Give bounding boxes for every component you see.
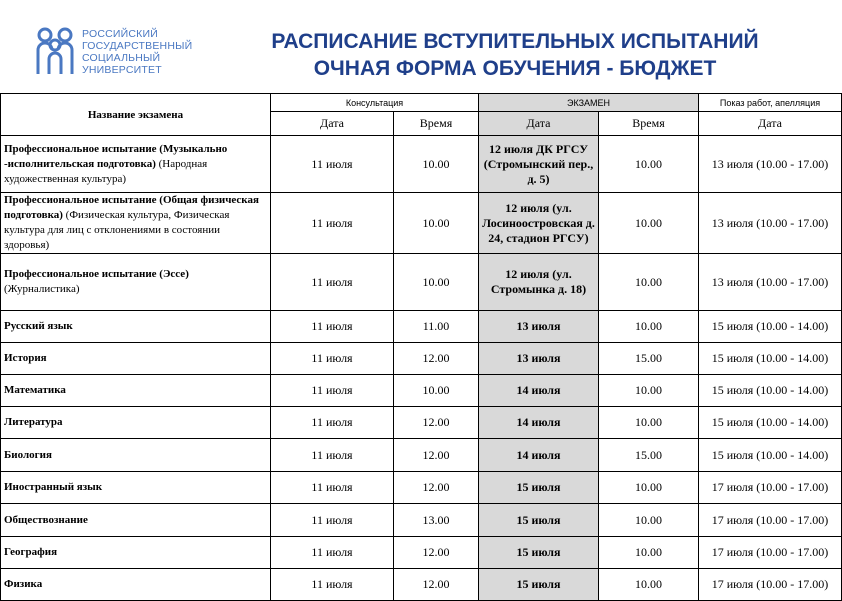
- title-line-1: РАСПИСАНИЕ ВСТУПИТЕЛЬНЫХ ИСПЫТАНИЙ: [271, 30, 759, 53]
- exam-name-cell: [1, 504, 271, 537]
- table-row: [1, 375, 842, 407]
- logo-line: РОССИЙСКИЙ: [82, 28, 158, 40]
- exam-name-cell: [1, 136, 271, 193]
- review-group-header: Показ работ, апелляция: [699, 94, 842, 112]
- exam-time-cell: 10.00: [599, 136, 699, 193]
- consultation-time-cell: 12.00: [394, 537, 479, 569]
- consultation-time-cell: 12.00: [394, 439, 479, 472]
- logo-line: СОЦИАЛЬНЫЙ: [82, 52, 161, 64]
- exam-name-bold: Профессиональное испытание (Музыкально -исполнительская подготовка): [4, 142, 228, 170]
- exam-name-bold: Иностранный язык: [4, 481, 103, 493]
- review-date-cell: 13 июля (10.00 - 17.00): [699, 254, 842, 311]
- table-group-header-row: [1, 94, 842, 112]
- people-logo-icon: [34, 26, 76, 76]
- logo-line: ГОСУДАРСТВЕННЫЙ: [82, 40, 193, 52]
- review-date-cell: 17 июля (10.00 - 17.00): [699, 504, 842, 537]
- exam-name-cell: [1, 311, 271, 343]
- exam-time-cell: 10.00: [599, 537, 699, 569]
- consultation-date-cell: 11 июля: [271, 504, 394, 537]
- exam-time-cell: 10.00: [599, 254, 699, 311]
- review-date-cell: 17 июля (10.00 - 17.00): [699, 569, 842, 601]
- consultation-date-cell: 11 июля: [271, 254, 394, 311]
- consultation-time-cell: 10.00: [394, 136, 479, 193]
- review-date-cell: 15 июля (10.00 - 14.00): [699, 311, 842, 343]
- consultation-date-cell: 11 июля: [271, 537, 394, 569]
- table-row: [1, 439, 842, 472]
- table-row: [1, 311, 842, 343]
- exam-date-cell: 12 июля (ул. Стромынка д. 18): [479, 254, 599, 311]
- exam-name-detail: (Народная художественная культура): [4, 157, 208, 185]
- exam-time-cell: 10.00: [599, 311, 699, 343]
- exam-date-cell: 15 июля: [479, 569, 599, 601]
- consultation-date-cell: 11 июля: [271, 311, 394, 343]
- exam-time-header: Время: [599, 112, 699, 136]
- review-date-cell: 15 июля (10.00 - 14.00): [699, 375, 842, 407]
- review-date-cell: 13 июля (10.00 - 17.00): [699, 136, 842, 193]
- university-logo: [30, 24, 210, 80]
- exam-date-cell: 14 июля: [479, 407, 599, 439]
- table-row: [1, 343, 842, 375]
- consultation-time-cell: 10.00: [394, 193, 479, 254]
- exam-time-cell: 15.00: [599, 439, 699, 472]
- consultation-time-cell: 11.00: [394, 311, 479, 343]
- exam-time-cell: 10.00: [599, 569, 699, 601]
- exam-name-cell: [1, 254, 271, 311]
- title-line-2: ОЧНАЯ ФОРМА ОБУЧЕНИЯ - БЮДЖЕТ: [313, 57, 717, 80]
- exam-time-cell: 10.00: [599, 193, 699, 254]
- consultation-date-cell: 11 июля: [271, 136, 394, 193]
- table-row: [1, 193, 842, 254]
- logo-line: УНИВЕРСИТЕТ: [82, 64, 162, 76]
- consultation-time-cell: 10.00: [394, 375, 479, 407]
- exam-name-bold: Литература: [4, 416, 63, 428]
- table-row: [1, 407, 842, 439]
- consultation-time-header: Время: [394, 112, 479, 136]
- logo-wordmark: [82, 28, 212, 76]
- table-row: [1, 136, 842, 193]
- exam-time-cell: 10.00: [599, 375, 699, 407]
- exam-name-cell: [1, 439, 271, 472]
- exam-name-bold: Профессиональное испытание (Эссе): [4, 268, 189, 280]
- consultation-time-cell: 12.00: [394, 472, 479, 504]
- exam-name-cell: [1, 343, 271, 375]
- exam-name-bold: Обществознание: [4, 513, 88, 526]
- exam-date-cell: 13 июля: [479, 311, 599, 343]
- exam-date-cell: 14 июля: [479, 439, 599, 472]
- review-date-cell: 13 июля (10.00 - 17.00): [699, 193, 842, 254]
- consultation-date-cell: 11 июля: [271, 343, 394, 375]
- exam-date-cell: 15 июля: [479, 504, 599, 537]
- exam-name-cell: [1, 537, 271, 569]
- consultation-time-cell: 12.00: [394, 343, 479, 375]
- exam-name-cell: [1, 193, 271, 254]
- consultation-time-cell: 12.00: [394, 407, 479, 439]
- exam-group-header: ЭКЗАМЕН: [479, 94, 699, 112]
- table-row: [1, 504, 842, 537]
- consultation-date-cell: 11 июля: [271, 407, 394, 439]
- exam-date-cell: 14 июля: [479, 375, 599, 407]
- exam-name-detail: (Журналистика): [4, 283, 80, 295]
- exam-name-bold: Профессиональное испытание (Общая физическая подготовка): [4, 194, 259, 221]
- consultation-date-cell: 11 июля: [271, 569, 394, 601]
- review-date-cell: 17 июля (10.00 - 17.00): [699, 537, 842, 569]
- exam-date-cell: 12 июля (ул. Лосиноостровская д. 24, стадион РГСУ): [479, 193, 599, 254]
- exam-name-bold: География: [4, 546, 58, 558]
- exam-date-cell: 13 июля: [479, 343, 599, 375]
- exam-name-cell: [1, 472, 271, 504]
- table-row: [1, 537, 842, 569]
- exam-name-cell: [1, 375, 271, 407]
- review-date-header: Дата: [699, 112, 842, 136]
- exam-name-bold: Биология: [4, 448, 52, 461]
- exam-name-detail: (Физическая культура, Физическая культура для лиц с отклонениями в состоянии здоровья): [4, 209, 230, 251]
- exam-name-header: Название экзамена: [1, 94, 271, 136]
- exam-date-cell: 15 июля: [479, 537, 599, 569]
- exam-time-cell: 10.00: [599, 504, 699, 537]
- exam-date-header: Дата: [479, 112, 599, 136]
- consultation-date-cell: 11 июля: [271, 439, 394, 472]
- consultation-date-header: Дата: [271, 112, 394, 136]
- exam-time-cell: 10.00: [599, 472, 699, 504]
- exam-date-cell: 12 июля ДК РГСУ (Стромынский пер., д. 5): [479, 136, 599, 193]
- table-row: [1, 254, 842, 311]
- consultation-date-cell: 11 июля: [271, 375, 394, 407]
- consultation-group-header: Консультация: [271, 94, 479, 112]
- exam-date-cell: 15 июля: [479, 472, 599, 504]
- review-date-cell: 17 июля (10.00 - 17.00): [699, 472, 842, 504]
- consultation-time-cell: 10.00: [394, 254, 479, 311]
- exam-time-cell: 15.00: [599, 343, 699, 375]
- consultation-date-cell: 11 июля: [271, 472, 394, 504]
- exam-name-bold: Физика: [4, 578, 43, 590]
- consultation-time-cell: 12.00: [394, 569, 479, 601]
- consultation-time-cell: 13.00: [394, 504, 479, 537]
- exam-time-cell: 10.00: [599, 407, 699, 439]
- exam-name-cell: [1, 407, 271, 439]
- exam-name-bold: Математика: [4, 384, 66, 396]
- consultation-date-cell: 11 июля: [271, 193, 394, 254]
- review-date-cell: 15 июля (10.00 - 14.00): [699, 343, 842, 375]
- page-title: [205, 28, 825, 82]
- exam-name-bold: Русский язык: [4, 320, 73, 332]
- review-date-cell: 15 июля (10.00 - 14.00): [699, 439, 842, 472]
- exam-name-bold: История: [4, 352, 47, 364]
- review-date-cell: 15 июля (10.00 - 14.00): [699, 407, 842, 439]
- table-row: [1, 472, 842, 504]
- schedule-table: [0, 93, 842, 601]
